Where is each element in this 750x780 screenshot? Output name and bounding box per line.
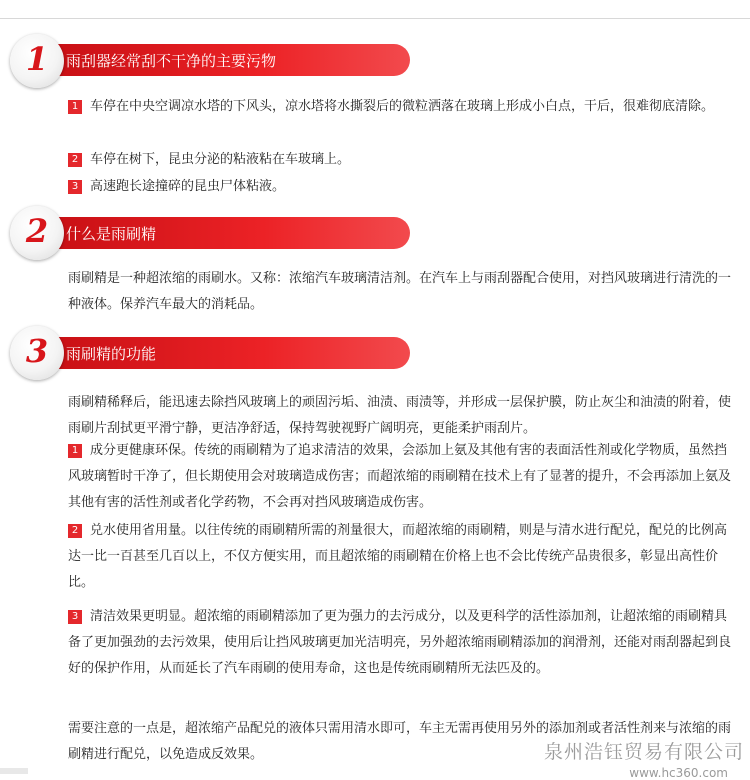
company-watermark: 泉州浩钰贸易有限公司 [543,741,744,763]
section-body: 雨刷精是一种超浓缩的雨刷水。又称：浓缩汽车玻璃清洁剂。在汽车上与雨刮器配合使用，对挡风玻璃进行清洗的一种液体。保养汽车最大的消耗品。 [68,271,732,312]
corner-decoration [0,768,28,774]
list-item [68,174,736,200]
item-number-badge: 1 [68,444,82,458]
site-watermark: www.hc360.com [629,766,728,780]
list-item [68,94,736,120]
item-text: 车停在中央空调凉水塔的下风头，凉水塔将水撕裂后的微粒洒落在玻璃上形成小白点，干后，很难彻底清除。 [90,99,715,114]
item-text: 高速跑长途撞碎的昆虫尸体粘液。 [90,179,286,194]
item-text: 成分更健康环保。传统的雨刷精为了追求清洁的效果，会添加上氨及其他有害的表面活性剂或化学物质，虽然挡风玻璃暂时干净了，但长期使用会对玻璃造成伤害；而超浓缩的雨刷精在技术上有了显著的提升，不会再添加上氨及其他有害的活性剂或者化学药物，不会再对挡风玻璃造成伤害。 [68,443,732,510]
item-number-badge: 2 [68,524,82,538]
item-number-badge: 3 [68,610,82,624]
list-item [68,438,736,516]
item-number-badge: 3 [68,180,82,194]
list-item [68,604,736,682]
section-number: 3 [25,332,49,370]
list-item [68,147,736,173]
section-title: 什么是雨刷精 [66,225,157,243]
top-border [0,0,750,19]
section-banner [44,44,410,76]
section-note: 需要注意的一点是，超浓缩产品配兑的液体只需用清水即可，车主无需再使用另外的添加剂或者活性剂来与浓缩的雨刷精进行配兑，以免造成反效果。 [68,721,732,762]
section-2 [0,206,750,266]
section-number: 2 [25,212,49,250]
section-number: 1 [25,40,49,78]
list-item [68,518,736,596]
section-intro: 雨刷精稀释后，能迅速去除挡风玻璃上的顽固污垢、油渍、雨渍等，并形成一层保护膜，防止灰尘和油渍的附着，使雨刷片刮拭更平滑宁静，更洁净舒适，保持驾驶视野广阔明亮，更能柔护雨刮片。 [68,395,732,436]
section-title: 雨刮器经常刮不干净的主要污物 [66,52,277,70]
section-number-badge [10,206,64,260]
item-text: 清洁效果更明显。超浓缩的雨刷精添加了更为强力的去污成分，以及更科学的活性添加剂，让超浓缩的雨刷精具备了更加强劲的去污效果，使用后让挡风玻璃更加光洁明亮，另外超浓缩雨刷精添加的润滑剂，还能对雨刮器起到良好的保护作用，从而延长了汽车雨刷的使用寿命，这也是传统雨刷精所无法匹及的。 [68,609,732,676]
section-number-badge [10,326,64,380]
section-banner [44,217,410,249]
section-banner [44,337,410,369]
item-number-badge: 2 [68,153,82,167]
section-title: 雨刷精的功能 [66,345,157,363]
section-3 [0,326,750,386]
section-number-badge [10,34,64,88]
item-text: 兑水使用省用量。以往传统的雨刷精所需的剂量很大，而超浓缩的雨刷精，则是与清水进行配兑，配兑的比例高达一比一百甚至几百以上，不仅方便实用，而且超浓缩的雨刷精在价格上也不会比传统产品贵很多，彰显出高性价比。 [68,523,728,590]
item-number-badge: 1 [68,100,82,114]
item-text: 车停在树下，昆虫分泌的粘液粘在车玻璃上。 [90,152,351,167]
